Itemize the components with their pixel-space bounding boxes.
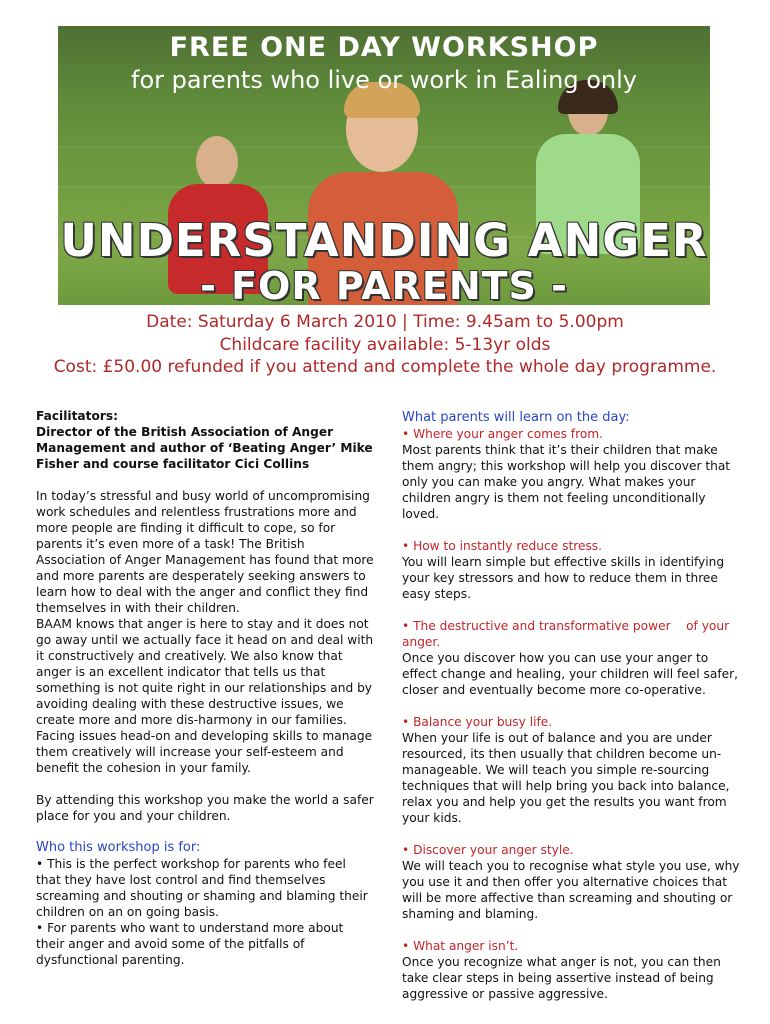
facilitators-label: Facilitators: [36, 409, 118, 423]
learn-item-text: When your life is out of balance and you are under resourced, its then usually that children become un-manageable. We will teach you simple re-sourcing techniques that will help bring you back into balance, relax you and help you get the results you want from your kids. [402, 731, 730, 825]
cost-line: Cost: £50.00 refunded if you attend and complete the whole day programme. [53, 357, 717, 377]
who-item: • For parents who want to understand more about their anger and avoid some of the pitfalls of dysfunctional parenting. [36, 921, 344, 967]
learn-heading: What parents will learn on the day: [402, 410, 630, 425]
learn-item-text: You will learn simple but effective skills in identifying your key stressors and how to reduce them in three easy steps. [402, 555, 725, 601]
facilitators-text: Director of the British Association of Anger Management and author of ‘Beating Anger’ Mike Fisher and course facilitator Cici Collins [36, 425, 373, 471]
learn-item-title: • Discover your anger style. [402, 843, 574, 857]
who-item: • This is the perfect workshop for parents who feel that they have lost control and find themselves screaming and shouting or shaming and blaming their children on an on going basis. [36, 857, 368, 919]
workshop-title: FREE ONE DAY WORKSHOP [169, 32, 599, 63]
sub-title: - FOR PARENTS - [200, 264, 568, 305]
who-heading: Who this workshop is for: [36, 840, 201, 855]
learn-item-title: • What anger isn’t. [402, 939, 519, 953]
main-title: UNDERSTANDING ANGER [60, 214, 708, 267]
learn-item-text: Once you recognize what anger is not, you can then take clear steps in being assertive instead of being aggressive or passive aggressive. [402, 955, 721, 1001]
childcare-line: Childcare facility available: 5-13yr olds [219, 335, 551, 355]
learn-item-text: Most parents think that it’s their children that make them angry; this workshop will help you discover that only you can make you angry. What makes your children angry is them not feeling unconditionally loved. [402, 443, 731, 521]
left-column [36, 408, 374, 968]
audience-subtitle: for parents who live or work in Ealing only [131, 66, 637, 94]
learn-item-title: • How to instantly reduce stress. [402, 539, 603, 553]
learn-item-title: • Where your anger comes from. [402, 427, 604, 441]
right-column [402, 410, 742, 1002]
learn-item-text: We will teach you to recognise what style you use, why you use it and then offer you alternative choices that will be more affective than screaming and shouting or shaming and blaming. [402, 859, 740, 921]
learn-item-text: Once you discover how you can use your anger to effect change and healing, your children will feel safer, closer and eventually become more co-operative. [402, 651, 739, 697]
intro-paragraph: In today’s stressful and busy world of uncompromising work schedules and relentless frustrations more and more people are finding it difficult to cope, so for parents it’s even more of a task! The British Association of Anger Management has found that more and more parents are desperately seeking answers to learn how to deal with the anger and conflict they find themselves in with their children. [36, 489, 374, 615]
baam-paragraph: BAAM knows that anger is here to stay and it does not go away until we actually face it head on and deal with it constructively and creatively. We also know that anger is an excellent indicator that tells us that something is not quite right in our relationships and by avoiding dealing with these destructive issues, we create more and more dis-harmony in our families. Facing issues head-on and developing skills to manage them creatively will increase your self-esteem and benefit the cohesion in your family. [36, 617, 374, 775]
safer-paragraph: By attending this workshop you make the world a safer place for you and your children. [36, 793, 374, 823]
date-time-line: Date: Saturday 6 March 2010 | Time: 9.45am to 5.00pm [146, 312, 624, 332]
learn-item-title: • The destructive and transformative power of your anger. [402, 619, 730, 649]
learn-item-title: • Balance your busy life. [402, 715, 553, 729]
hero-banner [58, 26, 710, 305]
